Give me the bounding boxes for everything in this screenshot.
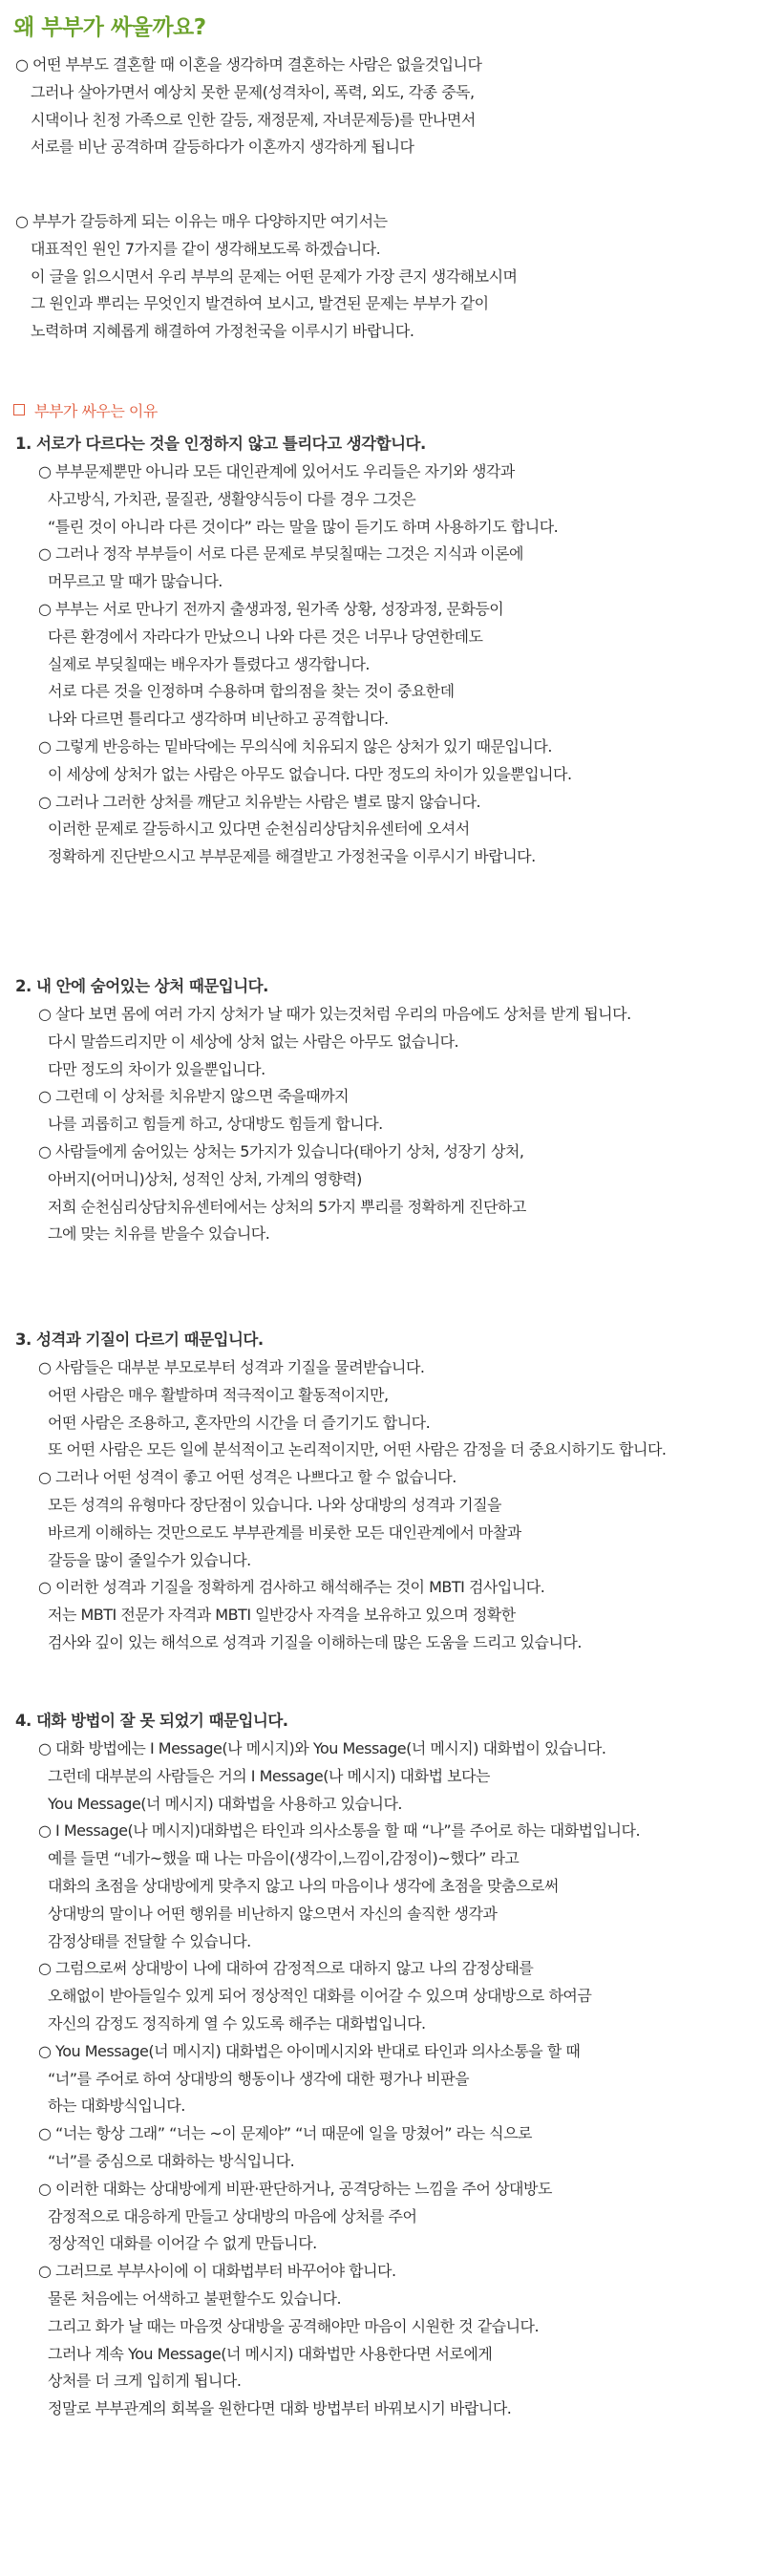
reason-bullet: ○ I Message(나 메시지)대화법은 타인과 의사소통을 할 때 “나”를 주어로 하는 대화법입니다. xyxy=(38,1821,641,1841)
reason-bullet: ○ “너는 항상 그래” “너는 ~이 문제야” “너 때문에 일을 망쳤어” 라는 식으로 xyxy=(38,2124,532,2143)
reason-line: 저는 MBTI 전문가 자격과 MBTI 일반강사 자격을 보유하고 있으며 정확한 xyxy=(48,1606,516,1625)
intro-bullet: ○ 부부가 갈등하게 되는 이유는 매우 다양하지만 여기서는 xyxy=(15,212,388,230)
reason-line: 머무르고 말 때가 많습니다. xyxy=(48,572,223,591)
reason-line: “너”를 중심으로 대화하는 방식입니다. xyxy=(48,2152,295,2170)
intro-line: 이 글을 읽으시면서 우리 부부의 문제는 어떤 문제가 가장 큰지 생각해보시며 xyxy=(31,266,518,286)
intro-line: 노력하며 지혜롭게 해결하여 가정천국을 이루시기 바랍니다. xyxy=(31,322,414,341)
reason-line: 감정상태를 전달할 수 있습니다. xyxy=(48,1931,251,1950)
intro-line: 대표적인 원인 7가지를 같이 생각해보도록 하겠습니다. xyxy=(31,239,381,258)
reason-line: 그런데 대부분의 사람들은 거의 I Message(나 메시지) 대화법 보다는 xyxy=(48,1766,491,1785)
reason-line: 갈등을 많이 줄일수가 있습니다. xyxy=(48,1550,251,1569)
reason-line: 정상적인 대화를 이어갈 수 없게 만듭니다. xyxy=(48,2234,317,2253)
reason-line: 정확하게 진단받으시고 부부문제를 해결받고 가정천국을 이루시기 바랍니다. xyxy=(48,847,536,866)
reason-line: 그리고 화가 날 때는 마음껏 상대방을 공격해야만 마음이 시원한 것 같습니다. xyxy=(48,2316,540,2335)
reason-bullet: ○ 그러므로 부부사이에 이 대화법부터 바꾸어야 합니다. xyxy=(38,2262,396,2281)
intro-line: 그러나 살아가면서 예상치 못한 문제(성격차이, 폭력, 외도, 각종 중독, xyxy=(31,82,475,101)
reason-bullet: ○ 부부는 서로 만나기 전까지 출생과정, 원가족 상황, 성장과정, 문화등이 xyxy=(38,600,504,618)
reason-line: “틀린 것이 아니라 다른 것이다” 라는 말을 많이 듣기도 하며 사용하기도 합니다. xyxy=(48,517,559,536)
reason-line: You Message(너 메시지) 대화법을 사용하고 있습니다. xyxy=(48,1794,402,1813)
reason-line: 어떤 사람은 조용하고, 혼자만의 시간을 더 즐기기도 합니다. xyxy=(48,1413,431,1432)
reason-line: 저희 순천심리상담치유센터에서는 상처의 5가지 뿌리를 정확하게 진단하고 xyxy=(48,1197,526,1216)
reason-bullet: ○ 살다 보면 몸에 여러 가지 상처가 날 때가 있는것처럼 우리의 마음에도 상처를 받게 됩니다. xyxy=(38,1005,631,1023)
section-heading-label: 부부가 싸우는 이유 xyxy=(34,402,158,420)
reason-line: 모든 성격의 유형마다 장단점이 있습니다. 나와 상대방의 성격과 기질을 xyxy=(48,1496,501,1514)
reason-line: 다만 정도의 차이가 있을뿐입니다. xyxy=(48,1059,265,1078)
reason-bullet: ○ 이러한 성격과 기질을 정확하게 검사하고 해석해주는 것이 MBTI 검사입니다. xyxy=(38,1578,545,1597)
reason-line: 다른 환경에서 자라다가 만났으니 나와 다른 것은 너무나 당연한데도 xyxy=(48,627,483,646)
reason-line: 검사와 깊이 있는 해석으로 성격과 기질을 이해하는데 많은 도움을 드리고 있습니다. xyxy=(48,1633,582,1651)
reason-bullet: ○ 부부문제뿐만 아니라 모든 대인관계에 있어서도 우리들은 자기와 생각과 xyxy=(38,462,515,480)
reason-line: 어떤 사람은 매우 활발하며 적극적이고 활동적이지만, xyxy=(48,1385,389,1404)
reason-line: 예를 들면 “네가~했을 때 나는 마음이(생각이,느낌이,감정이)~했다” 라고 xyxy=(48,1849,520,1868)
reason-line: 오해없이 받아들일수 있게 되어 정상적인 대화를 이어갈 수 있으며 상대방으로 하여금 xyxy=(48,1987,592,2006)
square-bullet-icon xyxy=(13,404,25,415)
reason-bullet: ○ 그럼으로써 상대방이 나에 대하여 감정적으로 대하지 않고 나의 감정상태를 xyxy=(38,1959,534,1978)
reason-line: 자신의 감정도 정직하게 열 수 있도록 해주는 대화법입니다. xyxy=(48,2014,426,2033)
reason-line: 또 어떤 사람은 모든 일에 분석적이고 논리적이지만, 어떤 사람은 감정을 더 중요시하기도 합니다. xyxy=(48,1440,667,1459)
reason-heading: 4. 대화 방법이 잘 못 되었기 때문입니다. xyxy=(15,1712,288,1730)
reason-bullet: ○ 사람들에게 숨어있는 상처는 5가지가 있습니다(태아기 상처, 성장기 상처, xyxy=(38,1142,524,1160)
reason-bullet: ○ You Message(너 메시지) 대화법은 아이메시지와 반대로 타인과 의사소통을 할 때 xyxy=(38,2041,581,2060)
reason-line: 상처를 더 크게 입히게 됩니다. xyxy=(48,2372,242,2391)
reason-line: 이러한 문제로 갈등하시고 있다면 순천심리상담치유센터에 오셔서 xyxy=(48,820,470,839)
reason-line: 물론 처음에는 어색하고 불편할수도 있습니다. xyxy=(48,2289,342,2308)
reason-bullet: ○ 그러나 정작 부부들이 서로 다른 문제로 부딪칠때는 그것은 지식과 이론에 xyxy=(38,544,524,564)
reason-bullet: ○ 사람들은 대부분 부모로부터 성격과 기질을 물려받습니다. xyxy=(38,1358,425,1376)
reason-line: 정말로 부부관계의 회복을 원한다면 대화 방법부터 바꿔보시기 바랍니다. xyxy=(48,2399,512,2418)
intro-bullet: ○ 어떤 부부도 결혼할 때 이혼을 생각하며 결혼하는 사람은 없을것입니다 xyxy=(15,55,482,74)
reason-heading: 1. 서로가 다르다는 것을 인정하지 않고 틀리다고 생각합니다. xyxy=(15,435,426,453)
intro-line: 그 원인과 뿌리는 무엇인지 발견하여 보시고, 발견된 문제는 부부가 같이 xyxy=(31,294,489,313)
reason-line: 대화의 초점을 상대방에게 맞추지 않고 나의 마음이나 생각에 초점을 맞춤으로써 xyxy=(48,1877,559,1895)
reason-line: 사고방식, 가치관, 물질관, 생활양식등이 다를 경우 그것은 xyxy=(48,489,416,508)
section-heading xyxy=(13,399,158,421)
reason-bullet: ○ 그렇게 반응하는 밑바닥에는 무의식에 치유되지 않은 상처가 있기 때문입니다. xyxy=(38,737,552,756)
reason-heading: 2. 내 안에 숨어있는 상처 때문입니다. xyxy=(15,977,268,995)
reason-line: 나와 다르면 틀리다고 생각하며 비난하고 공격합니다. xyxy=(48,710,389,729)
reason-line: 그러나 계속 You Message(너 메시지) 대화법만 사용한다면 서로에게 xyxy=(48,2344,493,2363)
reason-bullet: ○ 그런데 이 상처를 치유받지 않으면 죽을때까지 xyxy=(38,1087,350,1106)
reason-line: 이 세상에 상처가 없는 사람은 아무도 없습니다. 다만 정도의 차이가 있을뿐입니다. xyxy=(48,764,572,783)
reason-line: 나를 괴롭히고 힘들게 하고, 상대방도 힘들게 합니다. xyxy=(48,1115,383,1134)
reason-line: 다시 말씀드리지만 이 세상에 상처 없는 사람은 아무도 없습니다. xyxy=(48,1032,459,1051)
reason-line: 아버지(어머니)상처, 성적인 상처, 가계의 영향력) xyxy=(48,1169,362,1188)
reason-line: 감정적으로 대응하게 만들고 상대방의 마음에 상처를 주어 xyxy=(48,2206,417,2225)
reason-bullet: ○ 이러한 대화는 상대방에게 비판·판단하거나, 공격당하는 느낌을 주어 상대방도 xyxy=(38,2179,552,2198)
reason-line: 실제로 부딪칠때는 배우자가 틀렸다고 생각합니다. xyxy=(48,654,371,673)
reason-line: 서로 다른 것을 인정하며 수용하며 합의점을 찾는 것이 중요한데 xyxy=(48,682,455,701)
reason-line: 바르게 이해하는 것만으로도 부부관계를 비롯한 모든 대인관계에서 마찰과 xyxy=(48,1522,521,1542)
reason-heading: 3. 성격과 기질이 다르기 때문입니다. xyxy=(15,1331,264,1349)
reason-line: 하는 대화방식입니다. xyxy=(48,2097,185,2116)
reason-bullet: ○ 그러나 그러한 상처를 깨닫고 치유받는 사람은 별로 많지 않습니다. xyxy=(38,792,481,811)
reason-bullet: ○ 그러나 어떤 성격이 좋고 어떤 성격은 나쁘다고 할 수 없습니다. xyxy=(38,1468,456,1487)
intro-line: 서로를 비난 공격하며 갈등하다가 이혼까지 생각하게 됩니다 xyxy=(31,138,414,157)
page-title: 왜 부부가 싸울까요? xyxy=(13,15,206,40)
intro-line: 시댁이나 친정 가족으로 인한 갈등, 재정문제, 자녀문제등)를 만나면서 xyxy=(31,110,476,129)
reason-line: “너”를 주어로 하여 상대방의 행동이나 생각에 대한 평가나 비판을 xyxy=(48,2069,470,2088)
reason-line: 상대방의 말이나 어떤 행위를 비난하지 않으면서 자신의 솔직한 생각과 xyxy=(48,1904,498,1923)
reason-line: 그에 맞는 치유를 받을수 있습니다. xyxy=(48,1224,270,1244)
reason-bullet: ○ 대화 방법에는 I Message(나 메시지)와 You Message(너 메시지) 대화법이 있습니다. xyxy=(38,1739,606,1757)
